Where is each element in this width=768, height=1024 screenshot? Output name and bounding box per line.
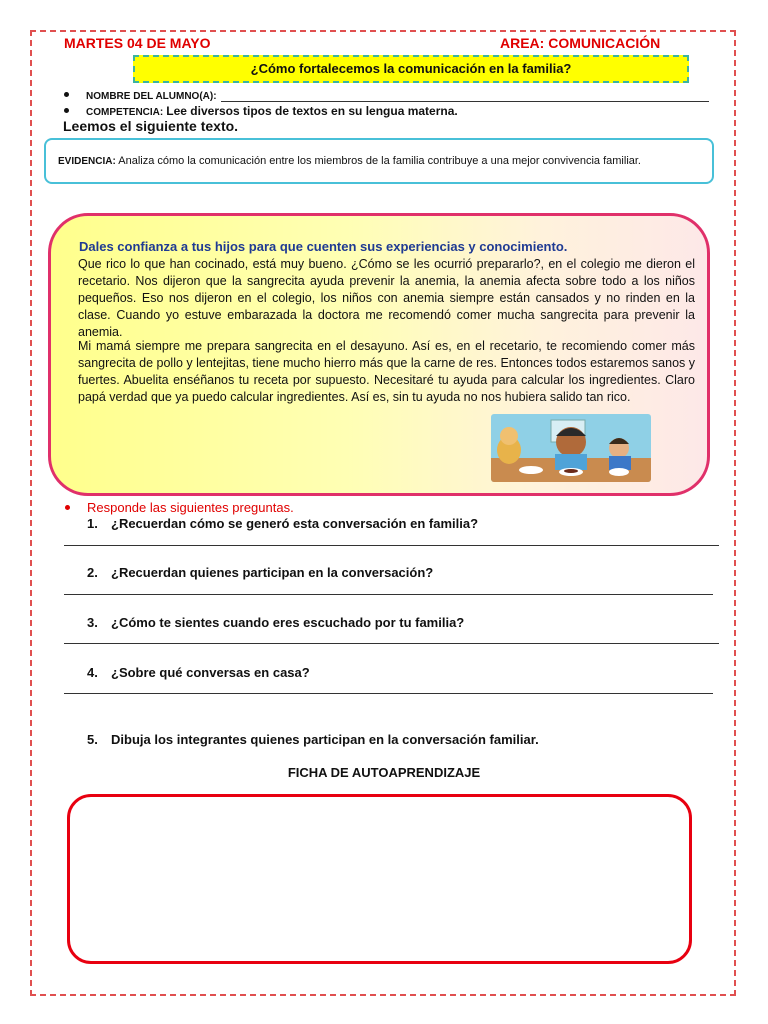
evidence-text: Analiza cómo la comunicación entre los miembros de la familia contribuye a una mejor convivencia familiar. xyxy=(118,155,641,167)
ficha-title: FICHA DE AUTOAPRENDIZAJE xyxy=(287,765,481,780)
name-label: NOMBRE DEL ALUMNO(A): xyxy=(86,91,217,102)
answer-line-2[interactable] xyxy=(64,594,713,595)
story-title: Dales confianza a tus hijos para que cuenten sus experiencias y conocimiento. xyxy=(79,239,568,254)
instructions xyxy=(65,500,294,515)
date-header: MARTES 04 DE MAYO xyxy=(64,35,211,51)
instructions-text: Responde las siguientes preguntas. xyxy=(87,500,294,515)
evidence-box xyxy=(44,138,714,184)
read-heading: Leemos el siguiente texto. xyxy=(63,118,239,134)
family-dinner-illustration xyxy=(491,414,651,482)
drawing-area[interactable] xyxy=(67,794,692,964)
area-header: AREA: COMUNICACIÓN xyxy=(500,35,661,51)
evidence-label: EVIDENCIA: xyxy=(58,156,116,167)
question-3: 3. ¿Cómo te sientes cuando eres escuchado por tu familia? xyxy=(87,615,465,630)
bullet-icon xyxy=(65,505,70,510)
name-field[interactable] xyxy=(221,91,709,102)
question-4: 4. ¿Sobre qué conversas en casa? xyxy=(87,665,310,680)
competencia-row xyxy=(64,102,709,118)
bullet-icon xyxy=(64,108,69,113)
story-paragraph-1: Que rico lo que han cocinado, está muy bueno. ¿Cómo se les ocurrió prepararlo?, en el colegio me dieron el recetario. Nos dijeron que la sangrecita ayuda prevenir la anemia, la anemia afecta sobre todo a los niños pequeños. Eso nos dijeron en el colegio, los niños con anemia siempre están cansados y no rinden en la clase. Cuando yo estuve embarazada la doctora me recomendó comer mucha sangrecita para prevenir la anemia. xyxy=(78,257,695,339)
question-5: 5. Dibuja los integrantes quienes participan en la conversación familiar. xyxy=(87,732,539,747)
answer-line-1[interactable] xyxy=(64,545,719,546)
student-info xyxy=(64,86,709,118)
story-box xyxy=(48,213,710,496)
name-row xyxy=(64,86,709,102)
story-paragraph-2: Mi mamá siempre me prepara sangrecita en el desayuno. Así es, en el recetario, te recomiendo comer más sangrecita de pollo y lentejitas, tiene mucho hierro más que la carne de res. Entonces todos estaremos sanos y fuertes. Abuelita enséñanos tu receta por supuesto. Necesitaré tu ayuda para calcular los ingredientes. Claro papá verdad que ya puedo calcular ingredientes. Así es, sin tu ayuda no nos hubiera salido tan rico. xyxy=(78,339,696,404)
question-2: 2. ¿Recuerdan quienes participan en la conversación? xyxy=(87,565,434,580)
answer-line-4[interactable] xyxy=(64,693,713,694)
page-title: ¿Cómo fortalecemos la comunicación en la familia? xyxy=(133,55,689,83)
answer-line-3[interactable] xyxy=(64,643,719,644)
competencia-value: Lee diversos tipos de textos en su lengua materna. xyxy=(166,104,458,118)
competencia-label: COMPETENCIA: xyxy=(86,107,164,118)
bullet-icon xyxy=(64,92,69,97)
question-1: 1. ¿Recuerdan cómo se generó esta conversación en familia? xyxy=(87,516,479,531)
